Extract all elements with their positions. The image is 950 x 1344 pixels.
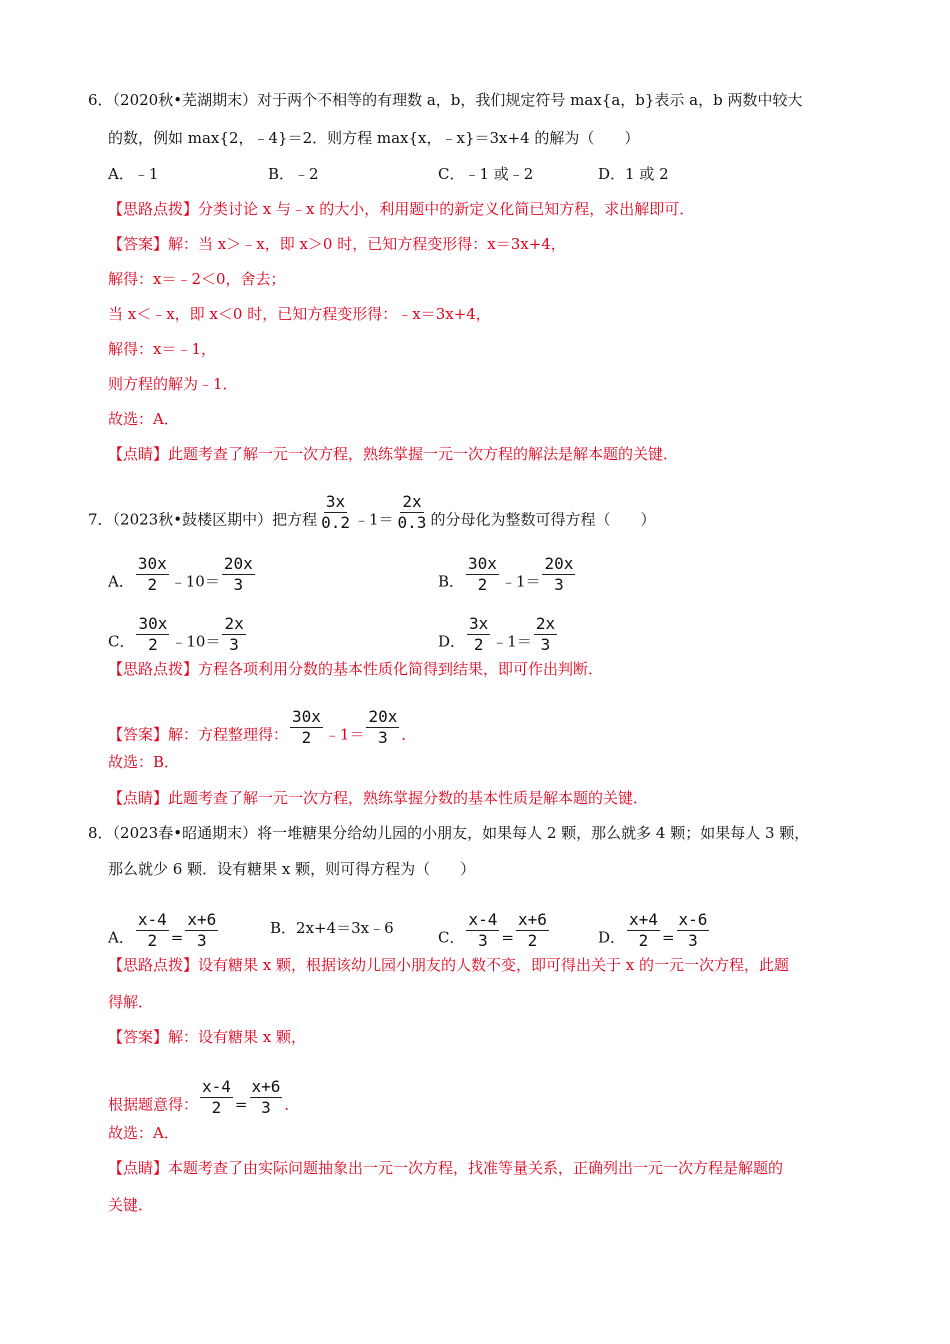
option-fraction-right bbox=[542, 554, 575, 595]
answer-suffix: ． bbox=[401, 725, 417, 744]
fraction-denominator: 2 bbox=[148, 635, 158, 654]
q6-option-d: D．1 或 2 bbox=[598, 165, 669, 183]
answer-mid: ﹣1＝ bbox=[324, 725, 365, 744]
fraction-numerator: x-6 bbox=[678, 910, 708, 929]
q6-answer-line3: 当 x＜﹣x，即 x＜0 时，已知方程变形得：﹣x＝3x+4， bbox=[108, 305, 491, 323]
q6-stem-line1: 6．（2020秋•芜湖期末）对于两个不相等的有理数 a，b，我们规定符号 max{a，b}表示 a，b 两数中较大 bbox=[88, 91, 803, 109]
q8-comment-line1: 【点睛】本题考查了由实际问题抽象出一元一次方程，找准等量关系，正确列出一元一次方程是解题的 bbox=[108, 1159, 784, 1177]
fraction-numerator: 3x bbox=[469, 614, 489, 633]
q8-choice: 故选：A． bbox=[108, 1124, 179, 1142]
q7-stem-mid: ﹣1＝ bbox=[353, 510, 394, 529]
fraction-numerator: 30x bbox=[292, 707, 321, 726]
q6-answer-line4: 解得：x＝﹣1， bbox=[108, 340, 217, 358]
q8-answer-line2 bbox=[108, 1077, 300, 1126]
option-fraction-right bbox=[534, 614, 557, 655]
fraction-denominator: 3 bbox=[554, 575, 564, 594]
fraction-denominator: 3 bbox=[378, 728, 388, 747]
fraction-numerator: 20x bbox=[223, 554, 253, 573]
answer-suffix: ． bbox=[284, 1095, 300, 1114]
q8-option-b: B．2x+4＝3x﹣6 bbox=[270, 919, 394, 937]
q8-option-a bbox=[108, 910, 220, 959]
q6-stem-line2: 的数，例如 max{2，﹣4}＝2．则方程 max{x，﹣x}＝3x+4 的解为（ ） bbox=[108, 129, 640, 147]
option-label: A． bbox=[108, 928, 134, 947]
fraction-numerator: 30x bbox=[468, 554, 497, 573]
q8-stem-line2: 那么就少 6 颗．设有糖果 x 颗，则可得方程为（ ） bbox=[108, 860, 476, 878]
q8-hint-line1: 【思路点拨】设有糖果 x 颗，根据该幼儿园小朋友的人数不变，即可得出关于 x 的一元一次方程，此题 bbox=[108, 956, 789, 974]
q7-stem-fraction-b bbox=[396, 492, 429, 533]
q7-answer bbox=[108, 707, 417, 756]
option-fraction-right bbox=[222, 614, 245, 655]
fraction-denominator: 3 bbox=[196, 931, 207, 950]
fraction-numerator: 2x bbox=[535, 614, 556, 633]
fraction-denominator: 3 bbox=[540, 635, 551, 654]
option-equals: = bbox=[661, 928, 675, 947]
fraction-denominator: 3 bbox=[261, 1098, 271, 1117]
fraction-numerator: 30x bbox=[138, 614, 168, 633]
option-fraction-left bbox=[627, 910, 660, 951]
q6-answer-line1: 【答案】解：当 x＞﹣x，即 x＞0 时，已知方程变形得：x＝3x+4， bbox=[108, 235, 566, 253]
q6-answer-line2: 解得：x＝﹣2＜0，舍去； bbox=[108, 270, 286, 288]
option-fraction-left bbox=[136, 554, 169, 595]
answer-fraction-left bbox=[290, 707, 323, 748]
option-fraction-right bbox=[185, 910, 218, 951]
fraction-denominator: 3 bbox=[688, 931, 698, 950]
option-fraction-left bbox=[466, 910, 499, 951]
q7-stem-suffix: 的分母化为整数可得方程（ ） bbox=[430, 510, 656, 529]
answer-equals: = bbox=[234, 1095, 248, 1114]
q7-choice: 故选：B． bbox=[108, 753, 180, 771]
q8-answer-line1: 【答案】解：设有糖果 x 颗， bbox=[108, 1028, 306, 1046]
answer-fraction-left bbox=[200, 1077, 233, 1118]
q6-answer-line5: 则方程的解为﹣1． bbox=[108, 375, 238, 393]
q8-comment-line2: 关键． bbox=[108, 1196, 154, 1214]
q6-hint: 【思路点拨】分类讨论 x 与﹣x 的大小，利用题中的新定义化简已知方程，求出解即可． bbox=[108, 200, 695, 218]
option-fraction-left bbox=[466, 554, 499, 595]
q6-choice: 故选：A． bbox=[108, 410, 179, 428]
q8-option-c bbox=[438, 910, 551, 959]
q6-option-b: B．﹣2 bbox=[268, 165, 319, 183]
option-label: D． bbox=[438, 632, 466, 651]
fraction-numerator: 2x bbox=[402, 492, 422, 511]
fraction-denominator: 2 bbox=[638, 931, 649, 950]
option-mid: ﹣1＝ bbox=[492, 632, 532, 651]
answer-prefix: 根据题意得： bbox=[108, 1095, 199, 1114]
fraction-denominator: 2 bbox=[527, 931, 538, 950]
fraction-denominator: 2 bbox=[211, 1098, 222, 1117]
fraction-denominator: 2 bbox=[301, 728, 312, 747]
answer-prefix: 【答案】解：方程整理得： bbox=[108, 725, 289, 744]
fraction-numerator: x-4 bbox=[468, 910, 498, 929]
fraction-numerator: 30x bbox=[137, 554, 167, 573]
answer-fraction-right bbox=[366, 707, 399, 748]
fraction-denominator: 0.2 bbox=[321, 513, 350, 532]
q8-option-d bbox=[598, 910, 711, 959]
q7-stem-prefix: 7．（2023秋•鼓楼区期中）把方程 bbox=[88, 510, 318, 529]
fraction-numerator: 3x bbox=[325, 492, 346, 511]
q7-stem bbox=[88, 492, 656, 541]
fraction-denominator: 3 bbox=[233, 575, 244, 594]
option-label: A． bbox=[108, 572, 134, 591]
q7-comment: 【点睛】此题考查了解一元一次方程，熟练掌握分数的基本性质是解本题的关键． bbox=[108, 789, 649, 807]
option-label: B． bbox=[438, 572, 465, 591]
option-mid: ﹣1＝ bbox=[500, 572, 541, 591]
q7-option-c bbox=[108, 614, 248, 663]
option-fraction-left bbox=[136, 910, 169, 951]
fraction-denominator: 0.3 bbox=[397, 513, 427, 532]
option-label: C． bbox=[108, 632, 135, 651]
fraction-denominator: 2 bbox=[147, 931, 158, 950]
fraction-numerator: x+6 bbox=[251, 1077, 281, 1096]
fraction-numerator: x+6 bbox=[187, 910, 217, 929]
fraction-denominator: 2 bbox=[147, 575, 158, 594]
fraction-denominator: 3 bbox=[478, 931, 488, 950]
option-mid: ﹣10＝ bbox=[171, 632, 221, 651]
fraction-numerator: x-4 bbox=[202, 1077, 231, 1096]
fraction-numerator: 20x bbox=[544, 554, 574, 573]
option-fraction-right bbox=[677, 910, 710, 951]
q6-option-c: C．﹣1 或﹣2 bbox=[438, 165, 534, 183]
fraction-numerator: x+6 bbox=[517, 910, 547, 929]
q7-option-b bbox=[438, 554, 577, 603]
q8-hint-line2: 得解． bbox=[108, 993, 154, 1011]
option-label: C． bbox=[438, 928, 465, 947]
q6-option-a: A．﹣1 bbox=[108, 165, 159, 183]
fraction-numerator: x-4 bbox=[137, 910, 167, 929]
q7-option-a bbox=[108, 554, 257, 603]
option-equals: = bbox=[170, 928, 184, 947]
fraction-numerator: x+4 bbox=[629, 910, 658, 929]
q8-stem-line1: 8．（2023春•昭通期末）将一堆糖果分给幼儿园的小朋友，如果每人 2 颗，那么就多 4 颗；如果每人 3 颗， bbox=[88, 824, 810, 842]
q7-hint: 【思路点拨】方程各项利用分数的基本性质化简得到结果，即可作出判断． bbox=[108, 660, 604, 678]
q7-stem-fraction-a bbox=[319, 492, 352, 533]
option-mid: ﹣10＝ bbox=[170, 572, 220, 591]
option-fraction-left bbox=[467, 614, 490, 655]
option-label: D． bbox=[598, 928, 626, 947]
fraction-numerator: 2x bbox=[224, 614, 244, 633]
q6-comment: 【点睛】此题考查了解一元一次方程，熟练掌握一元一次方程的解法是解本题的关键． bbox=[108, 445, 679, 463]
q7-option-d bbox=[438, 614, 559, 663]
option-fraction-right bbox=[222, 554, 255, 595]
fraction-denominator: 3 bbox=[229, 635, 239, 654]
answer-fraction-right bbox=[250, 1077, 283, 1118]
option-fraction-right bbox=[516, 910, 549, 951]
fraction-denominator: 2 bbox=[477, 575, 488, 594]
fraction-denominator: 2 bbox=[473, 635, 484, 654]
fraction-numerator: 20x bbox=[368, 707, 398, 726]
option-fraction-left bbox=[136, 614, 169, 655]
option-equals: = bbox=[501, 928, 514, 947]
